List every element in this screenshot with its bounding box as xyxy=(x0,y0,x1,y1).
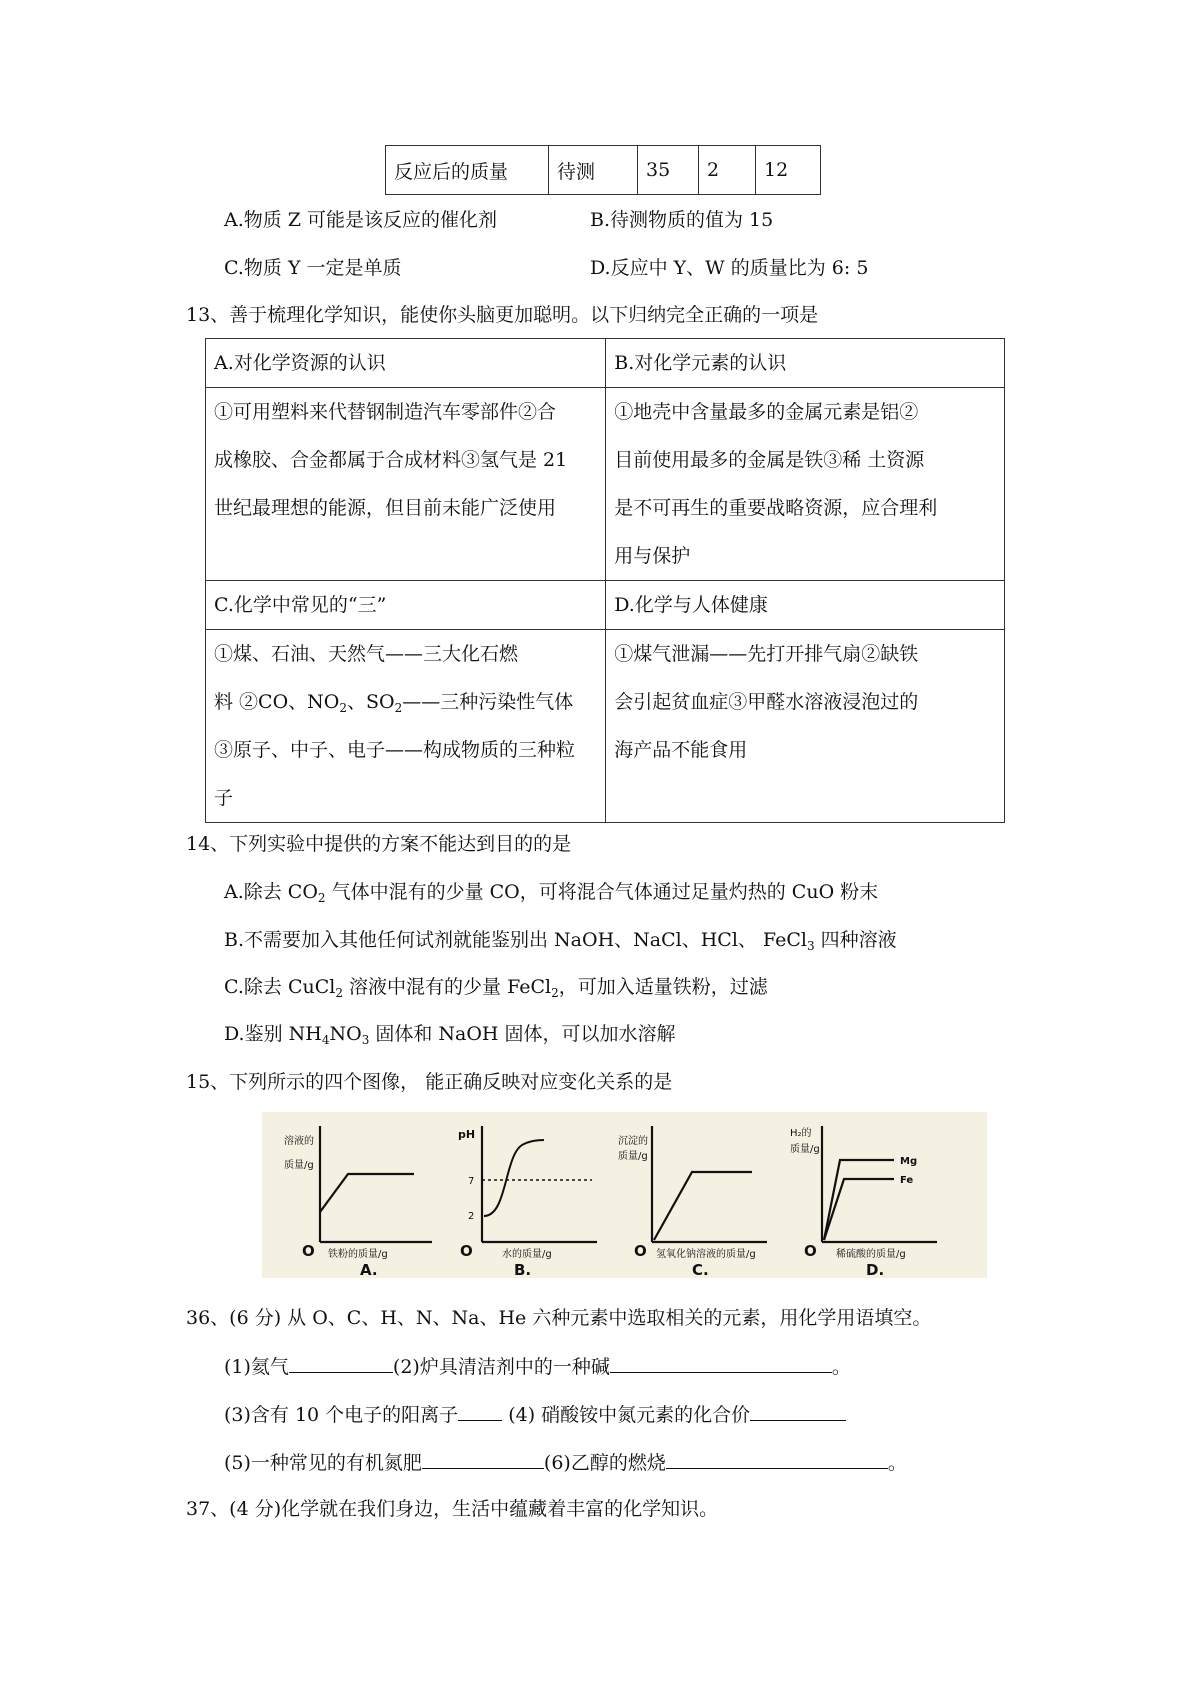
graph-d-letter: D. xyxy=(866,1261,885,1278)
q14-option-c: C.除去 CuCl$_2$ 溶液中混有的少量 FeCl$_2$，可加入适量铁粉，过滤 xyxy=(224,976,768,1000)
q13-a-line: 成橡胶、合金都属于合成材料③氢气是 21 xyxy=(214,449,568,471)
blank-5[interactable] xyxy=(422,1450,544,1469)
table-cell: 12 xyxy=(756,146,821,195)
graph-a-curve xyxy=(320,1174,414,1212)
graph-c-origin: O xyxy=(634,1242,647,1260)
blank-1[interactable] xyxy=(289,1354,393,1373)
q36-line-1: (1)氦气 (2)炉具清洁剂中的一种碱 。 xyxy=(224,1356,851,1378)
graph-a-ylabel: 溶液的 xyxy=(284,1136,314,1147)
blank-2[interactable] xyxy=(610,1354,832,1373)
graph-c-letter: C. xyxy=(692,1261,709,1278)
graph-b-origin: O xyxy=(460,1242,473,1260)
graph-d-yunit: 质量/g xyxy=(790,1144,820,1155)
q13-d-line: 会引起贫血症③甲醛水溶液浸泡过的 xyxy=(614,691,919,713)
graph-d-ylabel: H₂的 xyxy=(790,1128,812,1139)
q13-d-head: D.化学与人体健康 xyxy=(606,581,1005,630)
q14-option-a: A.除去 $CO_2$ 气体中混有的少量 CO，可将混合气体通过足量灼热的 CuO 粉末 xyxy=(224,881,879,905)
graph-c-yunit: 质量/g xyxy=(618,1151,648,1162)
q12-table xyxy=(385,145,821,195)
graph-a-origin: O xyxy=(302,1242,315,1260)
table-cell: 反应后的质量 xyxy=(386,146,549,195)
q13-b-body xyxy=(606,388,1005,581)
q13-c-line: 料 ②CO、$NO_2$、$SO_2——$三种污染性气体 xyxy=(214,691,574,715)
q13-c-line: 子 xyxy=(214,787,234,809)
q15-graphs-svg xyxy=(262,1112,987,1278)
q15-stem: 15、下列所示的四个图像， 能正确反映对应变化关系的是 xyxy=(186,1071,673,1093)
graph-d-origin: O xyxy=(804,1242,817,1260)
graph-c xyxy=(618,1126,767,1278)
graph-c-xlabel: 氢氧化钠溶液的质量/g xyxy=(656,1249,756,1260)
table-row xyxy=(206,630,1005,823)
graph-a-yunit: 质量/g xyxy=(284,1160,314,1171)
q13-c-line: ①煤、石油、天然气——三大化石燃 xyxy=(214,643,519,665)
graph-d-mg-label: Mg xyxy=(900,1156,918,1167)
table-row xyxy=(206,388,1005,581)
q13-table xyxy=(205,338,1005,823)
q12-option-c: C.物质 Y 一定是单质 xyxy=(224,257,402,279)
graph-d-fe-label: Fe xyxy=(900,1175,914,1186)
graph-b-tick-7: 7 xyxy=(468,1176,475,1187)
q13-a-body xyxy=(206,388,606,581)
graph-a xyxy=(284,1126,432,1278)
table-row xyxy=(386,146,821,195)
q14-option-b: B.不需要加入其他任何试剂就能鉴别出 NaOH、NaCl、HCl、 FeCl$_3$ 四种溶液 xyxy=(224,929,897,953)
q12-option-b: B.待测物质的值为 15 xyxy=(590,209,774,231)
q13-a-head: A.对化学资源的认识 xyxy=(206,339,606,388)
q13-b-line: 是不可再生的重要战略资源，应合理利 xyxy=(614,497,938,519)
graph-d-xlabel: 稀硫酸的质量/g xyxy=(836,1249,906,1260)
q13-b-line: 目前使用最多的金属是铁③稀 土资源 xyxy=(614,449,925,471)
graph-c-ylabel: 沉淀的 xyxy=(618,1136,648,1147)
q13-a-line: ①可用塑料来代替钢制造汽车零部件②合 xyxy=(214,401,557,423)
q14-stem: 14、下列实验中提供的方案不能达到目的的是 xyxy=(186,833,572,855)
graph-b xyxy=(458,1126,597,1278)
q13-b-line: ①地壳中含量最多的金属元素是铝② xyxy=(614,401,919,423)
q12-option-d: D.反应中 Y、W 的质量比为 6: 5 xyxy=(590,257,869,279)
q37-stem: 37、(4 分)化学就在我们身边，生活中蕴藏着丰富的化学知识。 xyxy=(186,1498,719,1520)
q13-c-head: C.化学中常见的“三” xyxy=(206,581,606,630)
table-row xyxy=(206,339,1005,388)
graph-c-curve xyxy=(654,1172,752,1240)
blank-3[interactable] xyxy=(458,1402,502,1421)
q13-a-line: 世纪最理想的能源，但目前未能广泛使用 xyxy=(214,497,557,519)
blank-4[interactable] xyxy=(750,1402,846,1421)
q12-option-a: A.物质 Z 可能是该反应的催化剂 xyxy=(224,209,498,231)
graph-a-letter: A. xyxy=(360,1261,378,1278)
q36-stem: 36、(6 分) 从 O、C、H、N、Na、He 六种元素中选取相关的元素，用化学用语填空。 xyxy=(186,1307,932,1329)
graph-d-mg-curve xyxy=(824,1160,894,1240)
q13-stem: 13、善于梳理化学知识，能使你头脑更加聪明。以下归纳完全正确的一项是 xyxy=(186,304,819,326)
table-row xyxy=(206,581,1005,630)
graph-d xyxy=(790,1126,937,1278)
q15-graphs xyxy=(262,1112,987,1278)
q13-b-head: B.对化学元素的认识 xyxy=(606,339,1005,388)
q14-option-d: D.鉴别 $NH_4NO_3$ 固体和 NaOH 固体，可以加水溶解 xyxy=(224,1023,676,1047)
table-cell: 35 xyxy=(638,146,699,195)
q36-line-2: (3)含有 10 个电子的阳离子 (4) 硝酸铵中氮元素的化合价 xyxy=(224,1402,846,1427)
graph-b-ylabel: pH xyxy=(458,1128,476,1141)
q36-line-3: (5)一种常见的有机氮肥 (6)乙醇的燃烧 。 xyxy=(224,1452,907,1474)
q13-d-body xyxy=(606,630,1005,823)
blank-6[interactable] xyxy=(666,1450,888,1469)
graph-a-xlabel: 铁粉的质量/g xyxy=(328,1249,388,1260)
graph-b-xlabel: 水的质量/g xyxy=(502,1249,552,1260)
q13-d-line: ①煤气泄漏——先打开排气扇②缺铁 xyxy=(614,643,919,665)
q13-c-line: ③原子、中子、电子——构成物质的三种粒 xyxy=(214,739,576,761)
q13-d-line: 海产品不能食用 xyxy=(614,739,748,761)
graph-b-tick-2: 2 xyxy=(468,1211,475,1222)
table-cell: 2 xyxy=(699,146,756,195)
graph-b-letter: B. xyxy=(514,1261,532,1278)
graph-b-curve xyxy=(484,1140,544,1216)
q13-b-line: 用与保护 xyxy=(614,545,691,567)
q13-c-body xyxy=(206,630,606,823)
table-cell: 待测 xyxy=(549,146,638,195)
